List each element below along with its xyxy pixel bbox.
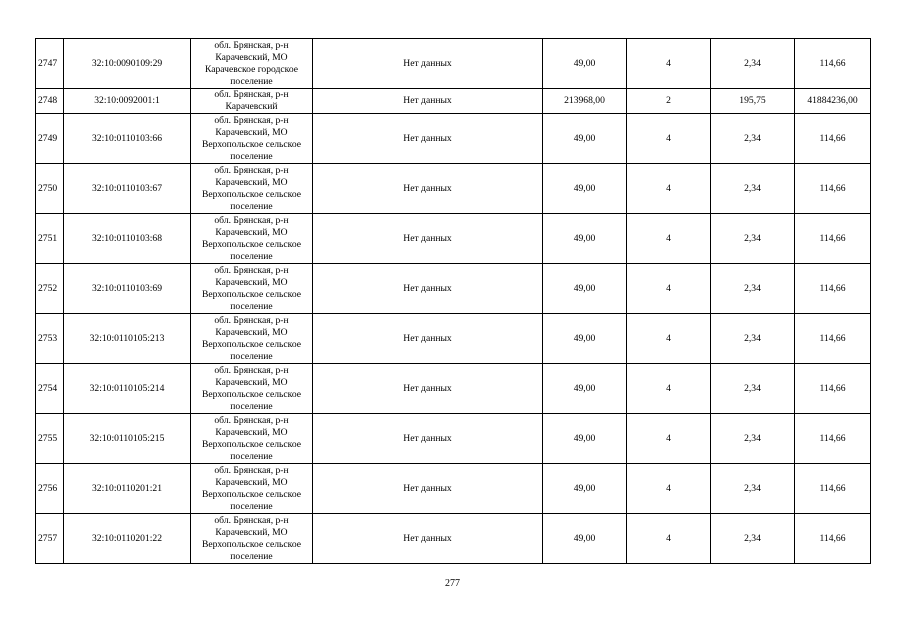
table-row <box>36 514 871 564</box>
rate-cell: 2,34 <box>711 114 795 164</box>
area-cell: 49,00 <box>543 364 627 414</box>
address-line: Карачевский, МО <box>215 426 288 438</box>
rate-cell: 2,34 <box>711 414 795 464</box>
cadastral-number-cell: 32:10:0092001:1 <box>64 89 191 114</box>
value-cell: 4 <box>627 314 711 364</box>
address-line: Карачевский, МО <box>215 526 288 538</box>
value-cell: 2 <box>627 89 711 114</box>
address-line: Верхопольское сельское <box>201 138 302 150</box>
address-line: обл. Брянская, р-н <box>214 464 289 476</box>
address-line: Карачевское городское <box>204 63 299 75</box>
status-cell: Нет данных <box>313 89 543 114</box>
address-line: поселение <box>230 300 273 312</box>
table-row <box>36 114 871 164</box>
page-number: 277 <box>445 578 460 589</box>
data-table <box>35 38 871 564</box>
total-cell: 114,66 <box>795 514 871 564</box>
table-row <box>36 264 871 314</box>
cadastral-number-cell: 32:10:0110105:214 <box>64 364 191 414</box>
area-cell: 213968,00 <box>543 89 627 114</box>
table-row <box>36 364 871 414</box>
address-cell <box>191 114 313 164</box>
address-cell <box>191 164 313 214</box>
cadastral-number-cell: 32:10:0110201:21 <box>64 464 191 514</box>
area-cell: 49,00 <box>543 314 627 364</box>
address-line: обл. Брянская, р-н <box>214 414 289 426</box>
table-row <box>36 464 871 514</box>
address-line: Верхопольское сельское <box>201 388 302 400</box>
status-cell: Нет данных <box>313 164 543 214</box>
address-cell <box>191 514 313 564</box>
status-cell: Нет данных <box>313 364 543 414</box>
total-cell: 114,66 <box>795 39 871 89</box>
address-line: Верхопольское сельское <box>201 438 302 450</box>
area-cell: 49,00 <box>543 164 627 214</box>
address-line: поселение <box>230 550 273 562</box>
address-line: поселение <box>230 75 273 87</box>
row-number-cell: 2751 <box>36 214 64 264</box>
address-line: поселение <box>230 250 273 262</box>
cadastral-number-cell: 32:10:0110105:215 <box>64 414 191 464</box>
cadastral-number-cell: 32:10:0110201:22 <box>64 514 191 564</box>
address-line: обл. Брянская, р-н <box>214 164 289 176</box>
address-cell <box>191 464 313 514</box>
value-cell: 4 <box>627 39 711 89</box>
rate-cell: 2,34 <box>711 264 795 314</box>
row-number-cell: 2750 <box>36 164 64 214</box>
status-cell: Нет данных <box>313 39 543 89</box>
rate-cell: 2,34 <box>711 314 795 364</box>
address-line: обл. Брянская, р-н <box>214 314 289 326</box>
rate-cell: 2,34 <box>711 514 795 564</box>
value-cell: 4 <box>627 114 711 164</box>
total-cell: 114,66 <box>795 464 871 514</box>
address-line: поселение <box>230 500 273 512</box>
status-cell: Нет данных <box>313 314 543 364</box>
address-line: Карачевский, МО <box>215 226 288 238</box>
cadastral-number-cell: 32:10:0110105:213 <box>64 314 191 364</box>
status-cell: Нет данных <box>313 414 543 464</box>
table-row <box>36 89 871 114</box>
address-line: Карачевский, МО <box>215 176 288 188</box>
total-cell: 114,66 <box>795 364 871 414</box>
address-line: обл. Брянская, р-н <box>214 214 289 226</box>
address-line: Карачевский <box>225 101 278 112</box>
address-line: обл. Брянская, р-н <box>214 39 289 51</box>
status-cell: Нет данных <box>313 264 543 314</box>
address-line: обл. Брянская, р-н <box>214 514 289 526</box>
area-cell: 49,00 <box>543 414 627 464</box>
address-line: Верхопольское сельское <box>201 288 302 300</box>
total-cell: 114,66 <box>795 214 871 264</box>
address-cell <box>191 264 313 314</box>
area-cell: 49,00 <box>543 114 627 164</box>
status-cell: Нет данных <box>313 514 543 564</box>
address-line: Верхопольское сельское <box>201 538 302 550</box>
address-line: Карачевский, МО <box>215 476 288 488</box>
row-number-cell: 2752 <box>36 264 64 314</box>
address-cell <box>191 414 313 464</box>
cadastral-number-cell: 32:10:0110103:68 <box>64 214 191 264</box>
total-cell: 114,66 <box>795 414 871 464</box>
address-line: Карачевский, МО <box>215 376 288 388</box>
status-cell: Нет данных <box>313 214 543 264</box>
cadastral-number-cell: 32:10:0110103:67 <box>64 164 191 214</box>
cadastral-number-cell: 32:10:0110103:66 <box>64 114 191 164</box>
row-number-cell: 2749 <box>36 114 64 164</box>
table-body <box>36 39 871 564</box>
value-cell: 4 <box>627 214 711 264</box>
address-line: обл. Брянская, р-н <box>214 89 289 100</box>
address-line: Карачевский, МО <box>215 126 288 138</box>
row-number-cell: 2757 <box>36 514 64 564</box>
address-line: Верхопольское сельское <box>201 188 302 200</box>
address-line: Карачевский, МО <box>215 276 288 288</box>
row-number-cell: 2755 <box>36 414 64 464</box>
address-line: обл. Брянская, р-н <box>214 264 289 276</box>
value-cell: 4 <box>627 364 711 414</box>
address-cell <box>191 89 313 114</box>
area-cell: 49,00 <box>543 264 627 314</box>
table-row <box>36 39 871 89</box>
address-line: Верхопольское сельское <box>201 488 302 500</box>
address-cell <box>191 39 313 89</box>
rate-cell: 2,34 <box>711 39 795 89</box>
value-cell: 4 <box>627 464 711 514</box>
cadastral-number-cell: 32:10:0090109:29 <box>64 39 191 89</box>
row-number-cell: 2756 <box>36 464 64 514</box>
address-line: Карачевский, МО <box>215 326 288 338</box>
address-cell <box>191 364 313 414</box>
total-cell: 114,66 <box>795 114 871 164</box>
row-number-cell: 2754 <box>36 364 64 414</box>
cadastral-number-cell: 32:10:0110103:69 <box>64 264 191 314</box>
rate-cell: 195,75 <box>711 89 795 114</box>
total-cell: 114,66 <box>795 264 871 314</box>
value-cell: 4 <box>627 164 711 214</box>
value-cell: 4 <box>627 264 711 314</box>
area-cell: 49,00 <box>543 39 627 89</box>
table-row <box>36 414 871 464</box>
table-row <box>36 164 871 214</box>
rate-cell: 2,34 <box>711 364 795 414</box>
total-cell: 114,66 <box>795 164 871 214</box>
total-cell: 114,66 <box>795 314 871 364</box>
row-number-cell: 2747 <box>36 39 64 89</box>
address-cell <box>191 214 313 264</box>
address-line: Карачевский, МО <box>215 51 288 63</box>
status-cell: Нет данных <box>313 114 543 164</box>
address-line: поселение <box>230 450 273 462</box>
address-cell <box>191 314 313 364</box>
address-line: обл. Брянская, р-н <box>214 114 289 126</box>
rate-cell: 2,34 <box>711 464 795 514</box>
total-cell: 41884236,00 <box>795 89 871 114</box>
address-line: поселение <box>230 150 273 162</box>
address-line: поселение <box>230 350 273 362</box>
rate-cell: 2,34 <box>711 164 795 214</box>
address-line: Верхопольское сельское <box>201 238 302 250</box>
address-line: поселение <box>230 200 273 212</box>
area-cell: 49,00 <box>543 514 627 564</box>
row-number-cell: 2748 <box>36 89 64 114</box>
value-cell: 4 <box>627 514 711 564</box>
row-number-cell: 2753 <box>36 314 64 364</box>
area-cell: 49,00 <box>543 464 627 514</box>
value-cell: 4 <box>627 414 711 464</box>
rate-cell: 2,34 <box>711 214 795 264</box>
address-line: обл. Брянская, р-н <box>214 364 289 376</box>
address-line: поселение <box>230 400 273 412</box>
table-row <box>36 214 871 264</box>
address-line: Верхопольское сельское <box>201 338 302 350</box>
status-cell: Нет данных <box>313 464 543 514</box>
table-row <box>36 314 871 364</box>
area-cell: 49,00 <box>543 214 627 264</box>
